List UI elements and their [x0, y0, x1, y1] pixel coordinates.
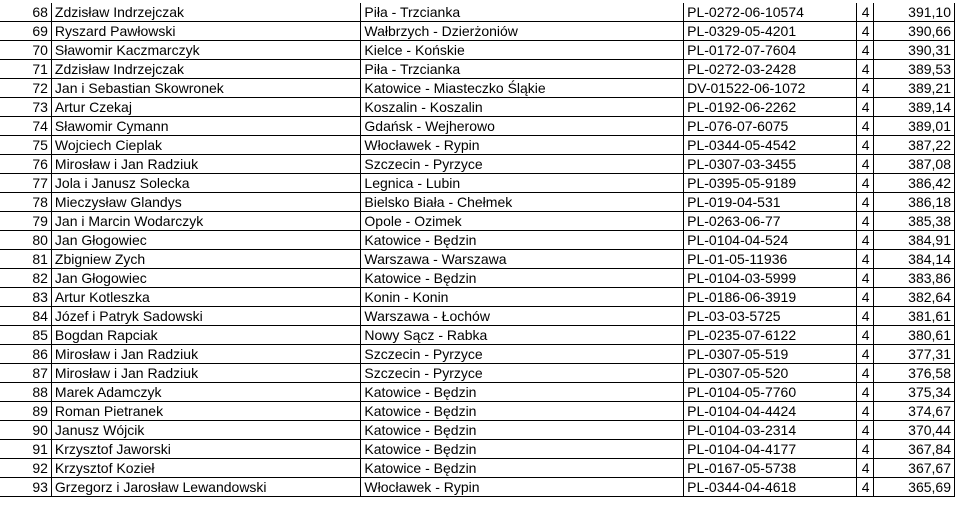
table-row [0, 345, 955, 364]
score-cell: 386,42 [873, 174, 955, 193]
rank-cell: 73 [0, 98, 51, 117]
license-cell: PL-0104-04-524 [684, 231, 857, 250]
license-cell: PL-0307-05-520 [684, 364, 857, 383]
score-cell: 390,31 [873, 41, 955, 60]
rank-cell: 74 [0, 117, 51, 136]
score-cell: 384,14 [873, 250, 955, 269]
rank-cell: 79 [0, 212, 51, 231]
score-cell: 386,18 [873, 193, 955, 212]
name-cell: Mirosław i Jan Radziuk [51, 155, 361, 174]
route-cell: Katowice - Będzin [361, 421, 684, 440]
table-row [0, 383, 955, 402]
name-cell: Roman Pietranek [51, 402, 361, 421]
grade-cell: 4 [857, 459, 873, 478]
table-row [0, 364, 955, 383]
score-cell: 381,61 [873, 307, 955, 326]
results-table [0, 3, 955, 497]
route-cell: Warszawa - Warszawa [361, 250, 684, 269]
route-cell: Katowice - Miasteczko Śląkie [361, 79, 684, 98]
license-cell: PL-0307-03-3455 [684, 155, 857, 174]
name-cell: Józef i Patryk Sadowski [51, 307, 361, 326]
license-cell: PL-0172-07-7604 [684, 41, 857, 60]
route-cell: Gdańsk - Wejherowo [361, 117, 684, 136]
route-cell: Włocławek - Rypin [361, 478, 684, 497]
score-cell: 384,91 [873, 231, 955, 250]
rank-cell: 93 [0, 478, 51, 497]
route-cell: Warszawa - Łochów [361, 307, 684, 326]
rank-cell: 71 [0, 60, 51, 79]
license-cell: PL-0344-04-4618 [684, 478, 857, 497]
table-row [0, 231, 955, 250]
rank-cell: 86 [0, 345, 51, 364]
license-cell: PL-0263-06-77 [684, 212, 857, 231]
license-cell: PL-0395-05-9189 [684, 174, 857, 193]
grade-cell: 4 [857, 3, 873, 22]
name-cell: Grzegorz i Jarosław Lewandowski [51, 478, 361, 497]
table-row [0, 288, 955, 307]
table-row [0, 22, 955, 41]
rank-cell: 70 [0, 41, 51, 60]
name-cell: Mirosław i Jan Radziuk [51, 345, 361, 364]
score-cell: 389,21 [873, 79, 955, 98]
rank-cell: 76 [0, 155, 51, 174]
grade-cell: 4 [857, 193, 873, 212]
license-cell: PL-076-07-6075 [684, 117, 857, 136]
rank-cell: 75 [0, 136, 51, 155]
rank-cell: 81 [0, 250, 51, 269]
route-cell: Kielce - Końskie [361, 41, 684, 60]
route-cell: Legnica - Lubin [361, 174, 684, 193]
rank-cell: 83 [0, 288, 51, 307]
score-cell: 365,69 [873, 478, 955, 497]
table-row [0, 136, 955, 155]
license-cell: PL-0186-06-3919 [684, 288, 857, 307]
score-cell: 387,08 [873, 155, 955, 174]
rank-cell: 80 [0, 231, 51, 250]
rank-cell: 84 [0, 307, 51, 326]
name-cell: Ryszard Pawłowski [51, 22, 361, 41]
score-cell: 382,64 [873, 288, 955, 307]
grade-cell: 4 [857, 117, 873, 136]
name-cell: Mieczysław Glandys [51, 193, 361, 212]
score-cell: 389,14 [873, 98, 955, 117]
license-cell: PL-0104-05-7760 [684, 383, 857, 402]
route-cell: Szczecin - Pyrzyce [361, 345, 684, 364]
score-cell: 375,34 [873, 383, 955, 402]
grade-cell: 4 [857, 269, 873, 288]
grade-cell: 4 [857, 383, 873, 402]
rank-cell: 90 [0, 421, 51, 440]
rank-cell: 69 [0, 22, 51, 41]
license-cell: PL-0192-06-2262 [684, 98, 857, 117]
route-cell: Katowice - Będzin [361, 402, 684, 421]
route-cell: Nowy Sącz - Rabka [361, 326, 684, 345]
name-cell: Krzysztof Kozieł [51, 459, 361, 478]
name-cell: Bogdan Rapciak [51, 326, 361, 345]
score-cell: 377,31 [873, 345, 955, 364]
license-cell: PL-0167-05-5738 [684, 459, 857, 478]
name-cell: Sławomir Kaczmarczyk [51, 41, 361, 60]
grade-cell: 4 [857, 79, 873, 98]
grade-cell: 4 [857, 288, 873, 307]
license-cell: PL-0104-04-4177 [684, 440, 857, 459]
license-cell: PL-03-03-5725 [684, 307, 857, 326]
grade-cell: 4 [857, 478, 873, 497]
rank-cell: 78 [0, 193, 51, 212]
grade-cell: 4 [857, 307, 873, 326]
score-cell: 389,01 [873, 117, 955, 136]
name-cell: Wojciech Cieplak [51, 136, 361, 155]
name-cell: Artur Kotleszka [51, 288, 361, 307]
score-cell: 380,61 [873, 326, 955, 345]
license-cell: DV-01522-06-1072 [684, 79, 857, 98]
table-row [0, 250, 955, 269]
license-cell: PL-0272-03-2428 [684, 60, 857, 79]
table-row [0, 174, 955, 193]
grade-cell: 4 [857, 440, 873, 459]
license-cell: PL-0272-06-10574 [684, 3, 857, 22]
score-cell: 391,10 [873, 3, 955, 22]
grade-cell: 4 [857, 212, 873, 231]
name-cell: Jan Głogowiec [51, 269, 361, 288]
score-cell: 383,86 [873, 269, 955, 288]
route-cell: Konin - Konin [361, 288, 684, 307]
license-cell: PL-01-05-11936 [684, 250, 857, 269]
table-row [0, 193, 955, 212]
license-cell: PL-019-04-531 [684, 193, 857, 212]
table-row [0, 41, 955, 60]
grade-cell: 4 [857, 136, 873, 155]
score-cell: 370,44 [873, 421, 955, 440]
route-cell: Koszalin - Koszalin [361, 98, 684, 117]
license-cell: PL-0307-05-519 [684, 345, 857, 364]
results-table-body [0, 3, 955, 497]
score-cell: 367,84 [873, 440, 955, 459]
name-cell: Janusz Wójcik [51, 421, 361, 440]
rank-cell: 72 [0, 79, 51, 98]
score-cell: 376,58 [873, 364, 955, 383]
license-cell: PL-0104-03-2314 [684, 421, 857, 440]
table-row [0, 459, 955, 478]
name-cell: Zdzisław Indrzejczak [51, 3, 361, 22]
route-cell: Katowice - Będzin [361, 459, 684, 478]
table-row [0, 212, 955, 231]
table-row [0, 326, 955, 345]
grade-cell: 4 [857, 326, 873, 345]
table-row [0, 478, 955, 497]
rank-cell: 68 [0, 3, 51, 22]
grade-cell: 4 [857, 231, 873, 250]
name-cell: Krzysztof Jaworski [51, 440, 361, 459]
table-row [0, 269, 955, 288]
route-cell: Szczecin - Pyrzyce [361, 364, 684, 383]
name-cell: Artur Czekaj [51, 98, 361, 117]
table-row [0, 117, 955, 136]
name-cell: Zdzisław Indrzejczak [51, 60, 361, 79]
route-cell: Bielsko Biała - Chełmek [361, 193, 684, 212]
route-cell: Piła - Trzcianka [361, 60, 684, 79]
name-cell: Jan i Marcin Wodarczyk [51, 212, 361, 231]
license-cell: PL-0329-05-4201 [684, 22, 857, 41]
grade-cell: 4 [857, 98, 873, 117]
grade-cell: 4 [857, 155, 873, 174]
grade-cell: 4 [857, 250, 873, 269]
name-cell: Mirosław i Jan Radziuk [51, 364, 361, 383]
table-row [0, 307, 955, 326]
license-cell: PL-0104-04-4424 [684, 402, 857, 421]
table-row [0, 155, 955, 174]
score-cell: 374,67 [873, 402, 955, 421]
name-cell: Marek Adamczyk [51, 383, 361, 402]
score-cell: 385,38 [873, 212, 955, 231]
route-cell: Katowice - Będzin [361, 269, 684, 288]
table-row [0, 421, 955, 440]
rank-cell: 82 [0, 269, 51, 288]
grade-cell: 4 [857, 345, 873, 364]
license-cell: PL-0104-03-5999 [684, 269, 857, 288]
rank-cell: 87 [0, 364, 51, 383]
table-row [0, 79, 955, 98]
table-row [0, 60, 955, 79]
name-cell: Zbigniew Zych [51, 250, 361, 269]
license-cell: PL-0235-07-6122 [684, 326, 857, 345]
score-cell: 387,22 [873, 136, 955, 155]
route-cell: Piła - Trzcianka [361, 3, 684, 22]
grade-cell: 4 [857, 402, 873, 421]
score-cell: 390,66 [873, 22, 955, 41]
name-cell: Jola i Janusz Solecka [51, 174, 361, 193]
grade-cell: 4 [857, 41, 873, 60]
grade-cell: 4 [857, 60, 873, 79]
name-cell: Jan i Sebastian Skowronek [51, 79, 361, 98]
route-cell: Szczecin - Pyrzyce [361, 155, 684, 174]
grade-cell: 4 [857, 22, 873, 41]
route-cell: Włocławek - Rypin [361, 136, 684, 155]
table-row [0, 3, 955, 22]
rank-cell: 89 [0, 402, 51, 421]
rank-cell: 85 [0, 326, 51, 345]
grade-cell: 4 [857, 421, 873, 440]
name-cell: Sławomir Cymann [51, 117, 361, 136]
table-row [0, 98, 955, 117]
table-row [0, 440, 955, 459]
route-cell: Katowice - Będzin [361, 440, 684, 459]
name-cell: Jan Głogowiec [51, 231, 361, 250]
route-cell: Wałbrzych - Dzierżoniów [361, 22, 684, 41]
score-cell: 389,53 [873, 60, 955, 79]
table-row [0, 402, 955, 421]
grade-cell: 4 [857, 174, 873, 193]
rank-cell: 88 [0, 383, 51, 402]
grade-cell: 4 [857, 364, 873, 383]
rank-cell: 92 [0, 459, 51, 478]
rank-cell: 77 [0, 174, 51, 193]
rank-cell: 91 [0, 440, 51, 459]
route-cell: Katowice - Będzin [361, 383, 684, 402]
score-cell: 367,67 [873, 459, 955, 478]
route-cell: Opole - Ozimek [361, 212, 684, 231]
route-cell: Katowice - Będzin [361, 231, 684, 250]
license-cell: PL-0344-05-4542 [684, 136, 857, 155]
